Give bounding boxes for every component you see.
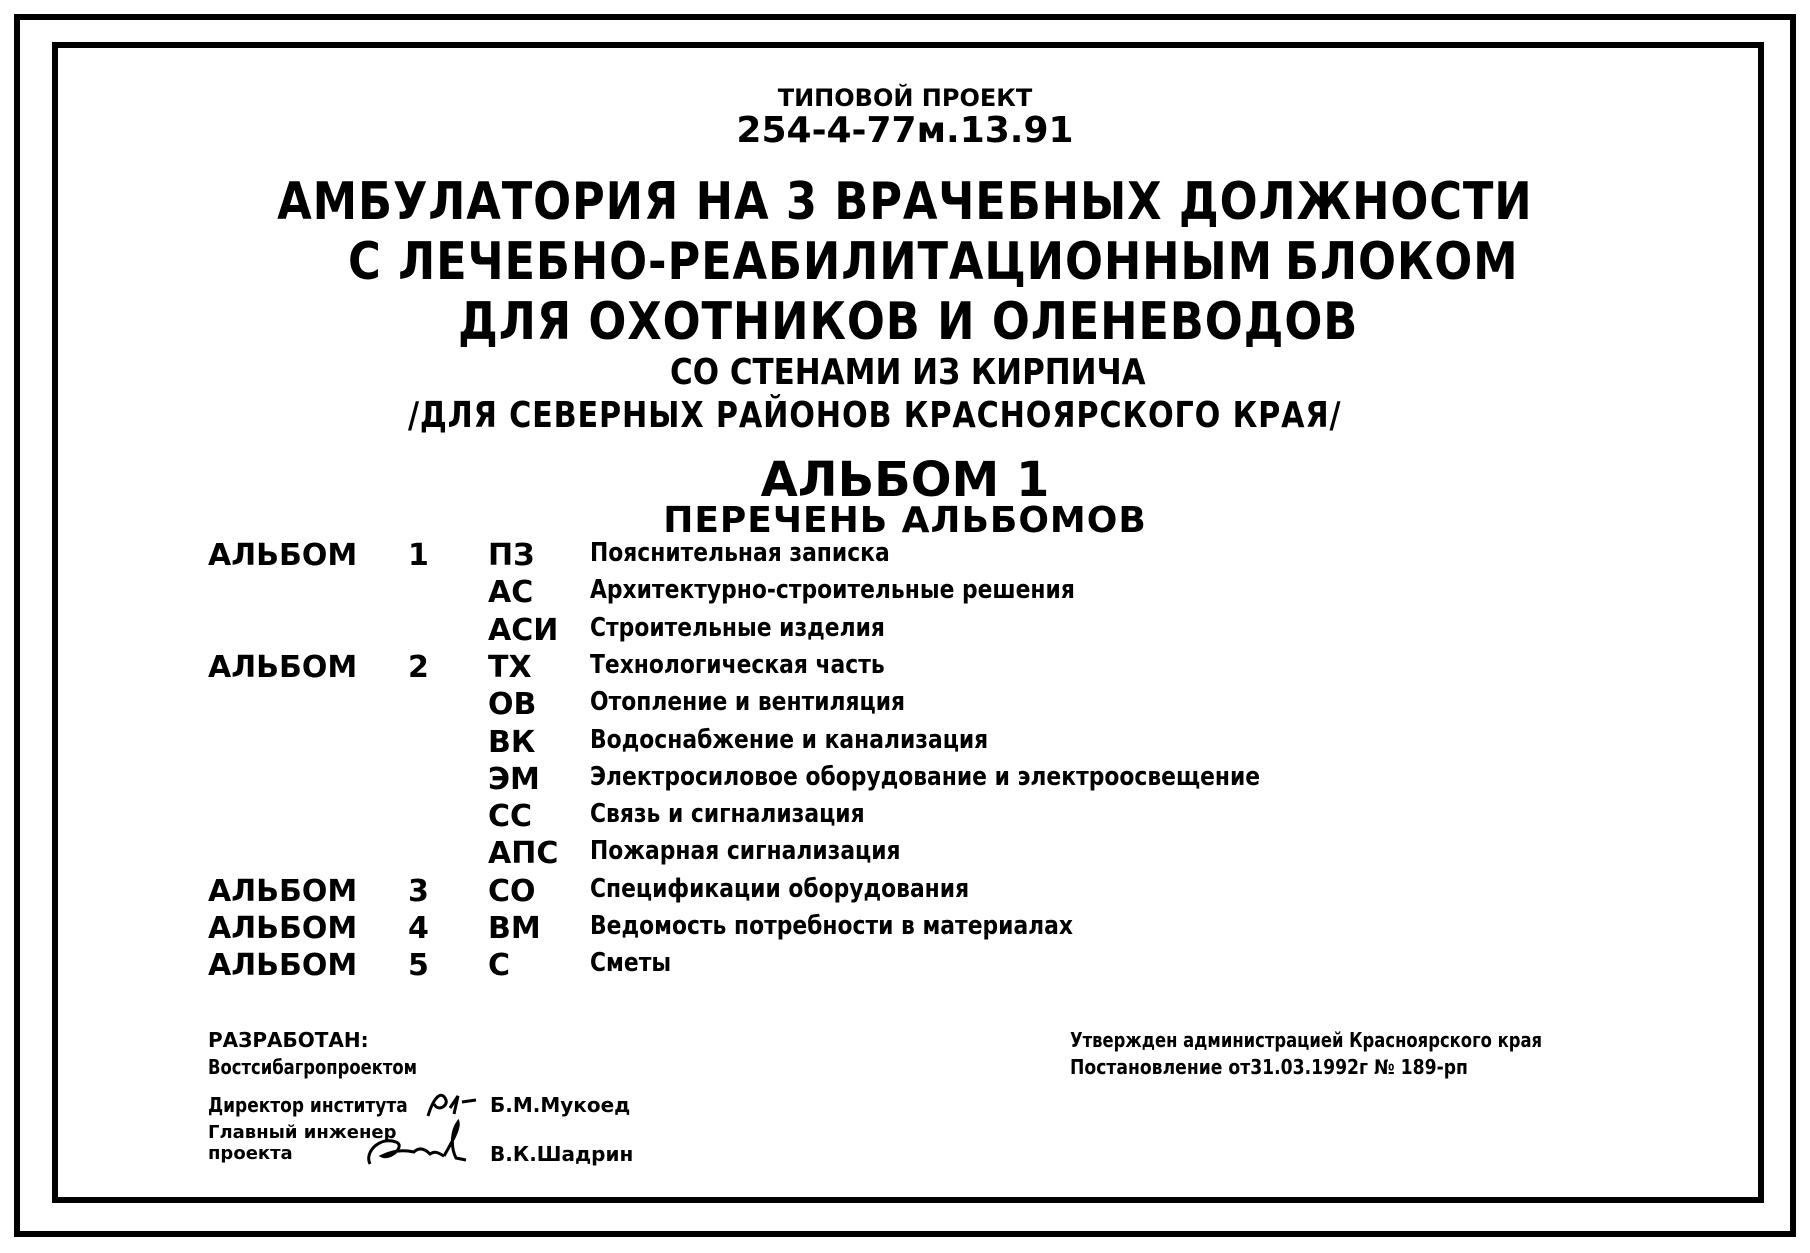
album-row [0,948,1810,984]
title-line-5 [408,395,1519,436]
chief-engineer-name: В.К.Шадрин [490,1142,634,1166]
title-line-2b-text: БЛОКОМ [1285,232,1519,292]
album-label: АЛЬБОМ [208,948,358,984]
director-title-text: Директор института [208,1093,408,1117]
section-description-text: Пожарная сигнализация [590,836,901,867]
section-code: ТХ [488,649,532,685]
section-code: АПС [488,836,559,872]
section-description-text: Строительные изделия [590,612,885,643]
developer-org [208,1055,463,1079]
section-code: ЭМ [488,761,540,797]
section-description [590,538,947,568]
section-description [590,725,1064,755]
album-title: АЛЬБОМ 1 [760,452,1050,508]
approved-line-text: Утвержден администрацией Красноярского края [1070,1028,1543,1052]
album-number: 1 [408,538,429,573]
album-row [0,687,1810,723]
section-description-text: Пояснительная записка [590,538,890,568]
section-description [590,874,1041,904]
section-description-text: Электросиловое оборудование и электроосвещение [590,761,1261,792]
section-description [590,948,687,978]
section-description [590,650,941,680]
album-number: 3 [408,873,429,909]
developer-org-text: Востсибагропроектом [208,1055,418,1079]
album-label: АЛЬБОМ [208,538,358,573]
title-line-1-text: АМБУЛАТОРИЯ НА 3 ВРАЧЕБНЫХ ДОЛЖНОСТИ [277,172,1533,232]
album-row [0,613,1810,649]
album-row [0,725,1810,761]
album-label: АЛЬБОМ [208,911,358,946]
section-description-text: Отопление и вентиляция [590,687,906,718]
album-number: 4 [408,911,429,946]
album-label: АЛЬБОМ [208,873,358,909]
section-description-text: Архитектурно-строительные решения [590,575,1075,606]
album-number: 5 [408,948,429,984]
title-line-3-text: ДЛЯ ОХОТНИКОВ И ОЛЕНЕВОДОВ [458,292,1359,352]
section-description [590,687,965,717]
section-description-text: Ведомость потребности в материалах [590,911,1074,941]
title-line-2a [348,232,1424,292]
chief-engineer-title-2: проекта [208,1143,293,1164]
section-description-text: Водоснабжение и канализация [590,724,989,755]
section-code: СС [488,799,533,835]
resolution-line [1070,1055,1533,1079]
section-code: ВМ [488,911,541,946]
title-line-2b [1285,232,1556,292]
section-description-text: Спецификации оборудования [590,873,970,904]
chief-engineer-signature [360,1116,470,1172]
album-label: АЛЬБОМ [208,649,358,685]
section-code: С [488,948,511,984]
album-number: 2 [408,649,429,685]
title-line-2a-text: С ЛЕЧЕБНО-РЕАБИЛИТАЦИОННЫМ [348,232,1273,292]
resolution-line-text: Постановление от31.03.1992г № 189-рп [1070,1055,1468,1079]
title-line-1 [0,172,1810,232]
section-description-text: Сметы [590,948,672,979]
section-code: АС [488,575,534,611]
title-line-4-text: СО СТЕНАМИ ИЗ КИРПИЧА [670,352,1146,393]
section-description [590,613,941,643]
album-row [0,575,1810,611]
project-type-label: ТИПОВОЙ ПРОЕКТ [777,84,1033,112]
title-line-5-text: /ДЛЯ СЕВЕРНЫХ РАЙОНОВ КРАСНОЯРСКОГО КРАЯ/ [408,395,1342,436]
director-title [208,1093,443,1117]
album-row [0,650,1810,686]
title-line-4 [670,352,1223,393]
section-description [590,799,917,829]
section-code: ОВ [488,687,537,723]
section-description [590,911,1165,941]
developed-label: РАЗРАБОТАН: [208,1028,369,1052]
title-line-3 [458,292,1505,352]
project-code: 254-4-77м.13.91 [736,110,1074,151]
section-description [590,836,960,866]
album-row [0,762,1810,798]
album-row [0,874,1810,910]
section-description-text: Технологическая часть [590,649,885,680]
director-name: Б.М.Мукоед [490,1093,631,1117]
approved-line [1070,1028,1646,1052]
section-code: ВК [488,724,536,760]
album-row [0,836,1810,872]
section-code: ПЗ [488,538,535,573]
album-row [0,538,1810,574]
section-description [590,575,1167,605]
album-row [0,799,1810,835]
album-row [0,911,1810,947]
section-code: СО [488,873,536,909]
album-list-title: ПЕРЕЧЕНЬ АЛЬБОМОВ [663,500,1147,541]
chief-engineer-title-1: Главный инженер [208,1122,397,1143]
section-code: АСИ [488,612,559,648]
section-description [590,762,1388,792]
section-description-text: Связь и сигнализация [590,799,865,830]
